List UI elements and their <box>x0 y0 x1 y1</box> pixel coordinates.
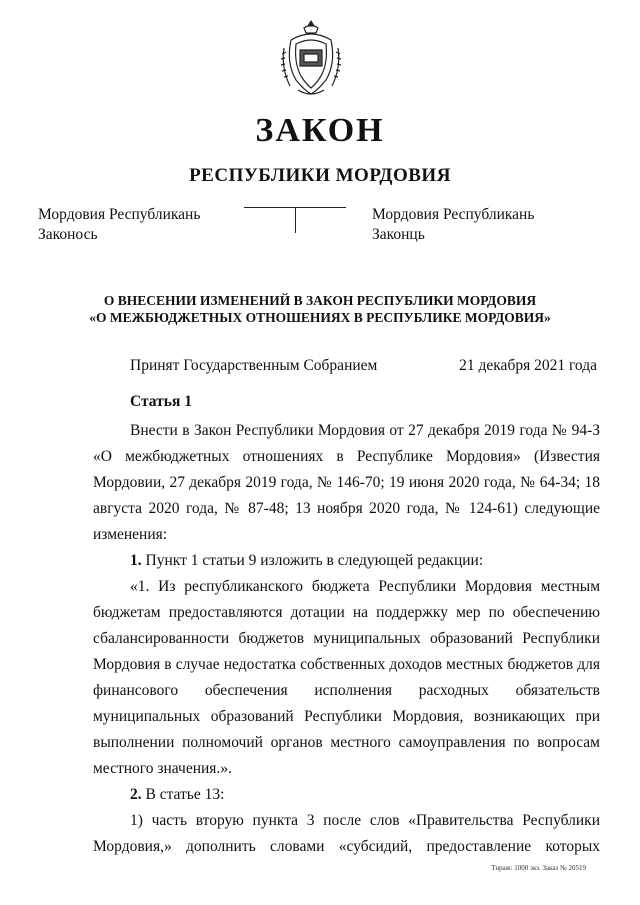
article-item-2 <box>93 782 600 808</box>
document-subtitle: РЕСПУБЛИКИ МОРДОВИЯ <box>189 165 451 186</box>
law-name-line1: О ВНЕСЕНИИ ИЗМЕНЕНИЙ В ЗАКОН РЕСПУБЛИКИ МОРДОВИЯ <box>103 293 537 308</box>
header-right-block <box>372 205 534 245</box>
article-body <box>93 418 600 860</box>
article-item-1-number: 1. <box>130 552 142 569</box>
article-subitem-1: 1) часть вторую пункта 3 после слов «Правительства Республики Мордовия,» дополнить словами «субсидий, предоставление которых <box>93 812 600 855</box>
adoption-date: 21 декабря 2021 года <box>459 357 597 374</box>
article-heading: Статья 1 <box>130 393 192 410</box>
article-item-2-text: В статье 13: <box>141 786 225 803</box>
header-divider-vertical <box>295 207 296 233</box>
header-left-line2: Законось <box>38 226 98 243</box>
header-left-line1: Мордовия Республикань <box>38 206 201 223</box>
print-info: Тираж: 1000 экз. Заказ № 20519 <box>491 864 586 872</box>
law-name-line2: «О МЕЖБЮДЖЕТНЫХ ОТНОШЕНИЯХ В РЕСПУБЛИКЕ МОРДОВИЯ» <box>89 310 551 325</box>
header-left-block <box>38 205 200 245</box>
article-item-2-number: 2. <box>130 786 142 803</box>
law-name <box>0 292 640 326</box>
article-item-1 <box>93 548 600 574</box>
header-right-line2: Законць <box>372 226 425 243</box>
header-right-line1: Мордовия Республикань <box>372 206 535 223</box>
coat-of-arms-emblem <box>276 18 346 100</box>
article-quote: «1. Из республиканского бюджета Республики Мордовия местным бюджетам предоставляются дотации на поддержку мер по обеспечению сбалансированности бюджетов муниципальных образований Республики Мордовия в случае недостатка собственных доходов местных бюджетов для финансового обеспечения исполнения расходных обязательств муниципальных образований Республики Мордовия, возникающих при выполнении полномочий органов местного самоуправления по вопросам местного значения.». <box>93 578 600 777</box>
article-intro: Внести в Закон Республики Мордовия от 27 декабря 2019 года № 94-З «О межбюджетных отношениях в Республике Мордовия» (Известия Мордовии, 27 декабря 2019 года, № 146-70; 19 июня 2020 года, № 64-34; 18 августа 2020 года, № 87-48; 13 ноября 2020 года, № 124-61) следующие изменения: <box>93 422 600 543</box>
article-item-1-text: Пункт 1 статьи 9 изложить в следующей редакции: <box>141 552 484 569</box>
document-title: ЗАКОН <box>255 112 385 149</box>
adoption-text: Принят Государственным Собранием <box>130 357 378 374</box>
